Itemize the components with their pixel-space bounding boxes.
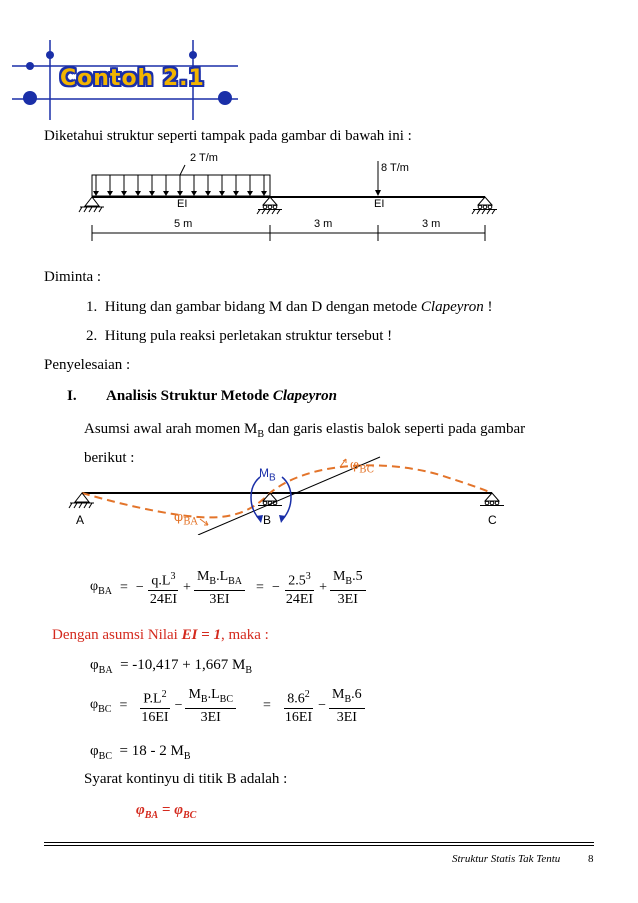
- intro-text: Diketahui struktur seperti tampak pada gambar di bawah ini :: [44, 128, 412, 144]
- beam-load-figure: [60, 145, 520, 255]
- pin-support-a-2: [69, 493, 94, 508]
- footer-rule-thin: [44, 845, 594, 846]
- equation-phi-bc-value: $\varphi_{BC} = 18 - 2$ $M_B$: [90, 743, 191, 762]
- diminta-heading: Diminta :: [44, 269, 102, 285]
- elastic-curve: [82, 465, 492, 517]
- footer-title: Struktur Statis Tak Tentu: [452, 853, 561, 865]
- task-1: 1. Hitung dan gambar bidang M dan D dengan metode Clapeyron !: [86, 299, 493, 315]
- equation-phi-ba-value: $\varphi_{BA} = -10,417 + 1,667$ $M_B$: [90, 657, 253, 676]
- dim-label-1: 5 m: [174, 218, 193, 230]
- phi-bc-label: $\varphi_{BC}$: [350, 458, 375, 476]
- title-banner-frame: [0, 0, 260, 120]
- example-title: Contoh 2.1: [60, 66, 205, 91]
- section-title: Analisis Struktur Metode Clapeyron: [106, 388, 337, 404]
- elastic-line-figure: [60, 455, 520, 535]
- equation-phi-bc: $\varphi_{BC}$ = $\frac{P.L^2}{16EI}$ − $\frac{M_B.L_{BC}}{3EI}$ = $\frac{8.6^2}{16EI}$ − $\frac{M_B.6}{3EI}$: [90, 686, 368, 726]
- footer-rule: [44, 842, 594, 843]
- roller-support-b: [257, 197, 282, 214]
- penyelesaian-heading: Penyelesaian :: [44, 357, 131, 373]
- distributed-load-label: 2 T/m: [190, 152, 218, 164]
- dim-label-2: 3 m: [314, 218, 333, 230]
- roller-support-c-2: [480, 493, 504, 506]
- pin-support-a: [79, 197, 104, 212]
- phi-ba-label: $\varphi_{BA}$: [174, 510, 198, 528]
- point-load-label: 8 T/m: [381, 162, 409, 174]
- moment-arc-left: [251, 477, 260, 520]
- section-number: I.: [67, 388, 77, 404]
- asumsi-line-1: Asumsi awal arah momen $M_B$ dan garis elastis balok seperti pada gambar: [84, 421, 526, 440]
- task-2: 2. Hitung pula reaksi perletakan struktur tersebut !: [86, 328, 393, 344]
- continuity-condition-text: Syarat kontinyu di titik B adalah :: [84, 771, 288, 787]
- assumption-text: Dengan asumsi Nilai EI = 1, maka :: [52, 627, 269, 643]
- ei-label-1: EI: [177, 198, 188, 210]
- point-a-label: A: [76, 513, 85, 527]
- page-number: 8: [588, 853, 594, 865]
- equation-phi-ba: $\varphi_{BA}$ = − $\frac{q.L^3}{24EI}$ + $\frac{M_B.L_{BA}}{3EI}$ = − $\frac{2.5^3}{24EI}$ + $\frac{M_B.5}{3EI}$: [90, 568, 369, 608]
- asumsi-line-2: berikut :: [84, 450, 135, 466]
- ei-label-2: EI: [374, 198, 385, 210]
- continuity-equation: $\varphi_{BA} = \varphi_{BC}$: [136, 802, 197, 821]
- mb-label: $M_B$: [259, 466, 276, 484]
- point-c-label: C: [488, 513, 497, 527]
- point-b-label: B: [263, 513, 272, 527]
- dim-label-3: 3 m: [422, 218, 441, 230]
- roller-support-c: [472, 197, 497, 214]
